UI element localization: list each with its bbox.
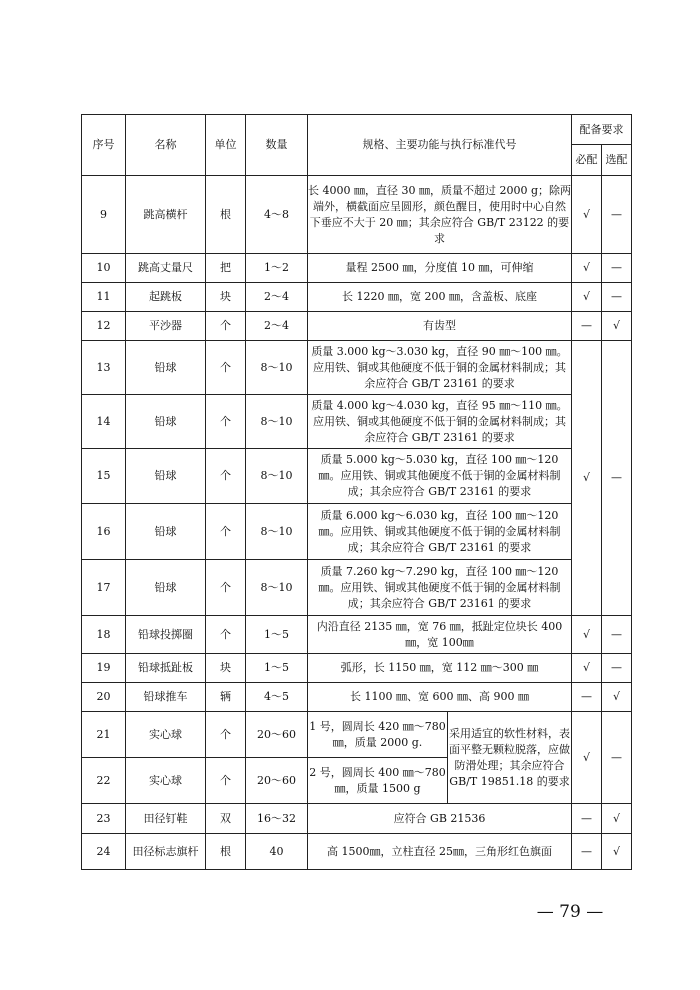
table-row <box>82 683 632 712</box>
table-row <box>82 804 632 834</box>
qty-cell: 20～60 <box>246 712 308 758</box>
name-cell: 铅球推车 <box>126 683 206 712</box>
name-cell: 铅球抵趾板 <box>126 654 206 683</box>
unit-cell: 个 <box>206 395 246 449</box>
table-row <box>82 176 632 254</box>
unit-cell: 把 <box>206 254 246 283</box>
spec-cell: 质量 6.000 kg～6.030 kg，直径 100 ㎜～120 ㎜。应用铁、铜或其他硬度不低于铜的金属材料制成；其余应符合 GB/T 23161 的要求 <box>308 504 572 560</box>
spec-cell: 量程 2500 ㎜，分度值 10 ㎜，可伸缩 <box>308 254 572 283</box>
shot-put-optional-cell: — <box>602 341 632 616</box>
required-cell: — <box>572 834 602 870</box>
optional-cell: — <box>602 616 632 654</box>
required-cell: — <box>572 312 602 341</box>
spec-cell: 1 号，圆周长 420 ㎜～780㎜，质量 2000 g. <box>308 712 448 758</box>
unit-cell: 块 <box>206 654 246 683</box>
seq-cell: 15 <box>82 449 126 504</box>
unit-cell: 个 <box>206 560 246 616</box>
required-cell: — <box>572 683 602 712</box>
name-cell: 铅球 <box>126 504 206 560</box>
name-cell: 铅球 <box>126 395 206 449</box>
spec-cell: 质量 4.000 kg～4.030 kg，直径 95 ㎜～110 ㎜。应用铁、铜或其他硬度不低于铜的金属材料制成；其余应符合 GB/T 23161 的要求 <box>308 395 572 449</box>
spec-cell: 内沿直径 2135 ㎜，宽 76 ㎜，抵趾定位块长 400 ㎜，宽 100㎜ <box>308 616 572 654</box>
unit-cell: 块 <box>206 283 246 312</box>
required-cell: √ <box>572 176 602 254</box>
unit-cell: 根 <box>206 834 246 870</box>
unit-cell: 个 <box>206 616 246 654</box>
qty-cell: 2～4 <box>246 312 308 341</box>
equipment-spec-table <box>81 114 632 870</box>
header-qty: 数量 <box>246 115 308 176</box>
name-cell: 铅球 <box>126 560 206 616</box>
seq-cell: 24 <box>82 834 126 870</box>
header-required: 必配 <box>572 145 602 176</box>
required-cell: √ <box>572 254 602 283</box>
seq-cell: 21 <box>82 712 126 758</box>
seq-cell: 12 <box>82 312 126 341</box>
required-cell: √ <box>572 616 602 654</box>
header-name: 名称 <box>126 115 206 176</box>
name-cell: 田径标志旗杆 <box>126 834 206 870</box>
unit-cell: 个 <box>206 449 246 504</box>
qty-cell: 4～5 <box>246 683 308 712</box>
unit-cell: 个 <box>206 504 246 560</box>
header-optional: 选配 <box>602 145 632 176</box>
spec-cell: 质量 3.000 kg～3.030 kg，直径 90 ㎜～100 ㎜。应用铁、铜或其他硬度不低于铜的金属材料制成；其余应符合 GB/T 23161 的要求 <box>308 341 572 395</box>
optional-cell: — <box>602 254 632 283</box>
required-cell: — <box>572 804 602 834</box>
medicine-ball-note-cell: 采用适宜的软性材料，表面平整无颗粒脱落，应做防滑处理；其余应符合 GB/T 19851.18 的要求 <box>448 712 572 804</box>
header-unit: 单位 <box>206 115 246 176</box>
seq-cell: 22 <box>82 758 126 804</box>
qty-cell: 4～8 <box>246 176 308 254</box>
seq-cell: 20 <box>82 683 126 712</box>
spec-cell: 长 1220 ㎜，宽 200 ㎜，含盖板、底座 <box>308 283 572 312</box>
spec-cell: 长 4000 ㎜，直径 30 ㎜，质量不超过 2000 g；除两端外，横截面应呈圆形，颜色醒目，使用时中心自然下垂应不大于 20 ㎜；其余应符合 GB/T 23122 的要求 <box>308 176 572 254</box>
qty-cell: 16～32 <box>246 804 308 834</box>
qty-cell: 8～10 <box>246 341 308 395</box>
table-row <box>82 449 632 504</box>
name-cell: 铅球投掷圈 <box>126 616 206 654</box>
unit-cell: 个 <box>206 712 246 758</box>
seq-cell: 9 <box>82 176 126 254</box>
spec-cell: 2 号，圆周长 400 ㎜～780㎜，质量 1500 g <box>308 758 448 804</box>
unit-cell: 双 <box>206 804 246 834</box>
spec-cell: 质量 5.000 kg～5.030 kg，直径 100 ㎜～120 ㎜。应用铁、铜或其他硬度不低于铜的金属材料制成；其余应符合 GB/T 23161 的要求 <box>308 449 572 504</box>
table-row <box>82 560 632 616</box>
shot-put-required-cell: √ <box>572 341 602 616</box>
optional-cell: √ <box>602 683 632 712</box>
qty-cell: 1～5 <box>246 616 308 654</box>
table-row <box>82 654 632 683</box>
optional-cell: √ <box>602 312 632 341</box>
name-cell: 铅球 <box>126 449 206 504</box>
spec-cell: 应符合 GB 21536 <box>308 804 572 834</box>
table-row <box>82 834 632 870</box>
required-cell: √ <box>572 283 602 312</box>
optional-cell: — <box>602 654 632 683</box>
spec-cell: 有齿型 <box>308 312 572 341</box>
page-number: — 79 — <box>536 902 604 922</box>
qty-cell: 1～5 <box>246 654 308 683</box>
table-row <box>82 504 632 560</box>
table-row <box>82 283 632 312</box>
qty-cell: 8～10 <box>246 560 308 616</box>
optional-cell: √ <box>602 834 632 870</box>
name-cell: 起跳板 <box>126 283 206 312</box>
seq-cell: 19 <box>82 654 126 683</box>
header-config-group: 配备要求 <box>572 115 632 145</box>
table-row <box>82 341 632 395</box>
table-row <box>82 312 632 341</box>
medicine-ball-required-cell: √ <box>572 712 602 804</box>
header-seq: 序号 <box>82 115 126 176</box>
unit-cell: 辆 <box>206 683 246 712</box>
seq-cell: 18 <box>82 616 126 654</box>
optional-cell: — <box>602 176 632 254</box>
name-cell: 跳高横杆 <box>126 176 206 254</box>
spec-cell: 高 1500㎜，立柱直径 25㎜，三角形红色旗面 <box>308 834 572 870</box>
seq-cell: 10 <box>82 254 126 283</box>
spec-cell: 质量 7.260 kg～7.290 kg，直径 100 ㎜～120 ㎜。应用铁、铜或其他硬度不低于铜的金属材料制成；其余应符合 GB/T 23161 的要求 <box>308 560 572 616</box>
unit-cell: 个 <box>206 758 246 804</box>
spec-cell: 长 1100 ㎜、宽 600 ㎜、高 900 ㎜ <box>308 683 572 712</box>
name-cell: 铅球 <box>126 341 206 395</box>
optional-cell: — <box>602 283 632 312</box>
qty-cell: 8～10 <box>246 504 308 560</box>
unit-cell: 根 <box>206 176 246 254</box>
qty-cell: 8～10 <box>246 395 308 449</box>
table-row <box>82 616 632 654</box>
seq-cell: 16 <box>82 504 126 560</box>
table-row <box>82 254 632 283</box>
required-cell: √ <box>572 654 602 683</box>
table-row <box>82 712 632 758</box>
seq-cell: 13 <box>82 341 126 395</box>
seq-cell: 17 <box>82 560 126 616</box>
name-cell: 实心球 <box>126 712 206 758</box>
seq-cell: 23 <box>82 804 126 834</box>
name-cell: 田径钉鞋 <box>126 804 206 834</box>
qty-cell: 20～60 <box>246 758 308 804</box>
spec-cell: 弧形，长 1150 ㎜，宽 112 ㎜～300 ㎜ <box>308 654 572 683</box>
seq-cell: 14 <box>82 395 126 449</box>
qty-cell: 1～2 <box>246 254 308 283</box>
name-cell: 跳高丈量尺 <box>126 254 206 283</box>
name-cell: 实心球 <box>126 758 206 804</box>
unit-cell: 个 <box>206 341 246 395</box>
table-row <box>82 395 632 449</box>
qty-cell: 40 <box>246 834 308 870</box>
unit-cell: 个 <box>206 312 246 341</box>
seq-cell: 11 <box>82 283 126 312</box>
qty-cell: 2～4 <box>246 283 308 312</box>
qty-cell: 8～10 <box>246 449 308 504</box>
name-cell: 平沙器 <box>126 312 206 341</box>
optional-cell: √ <box>602 804 632 834</box>
header-spec: 规格、主要功能与执行标准代号 <box>308 115 572 176</box>
medicine-ball-optional-cell: — <box>602 712 632 804</box>
